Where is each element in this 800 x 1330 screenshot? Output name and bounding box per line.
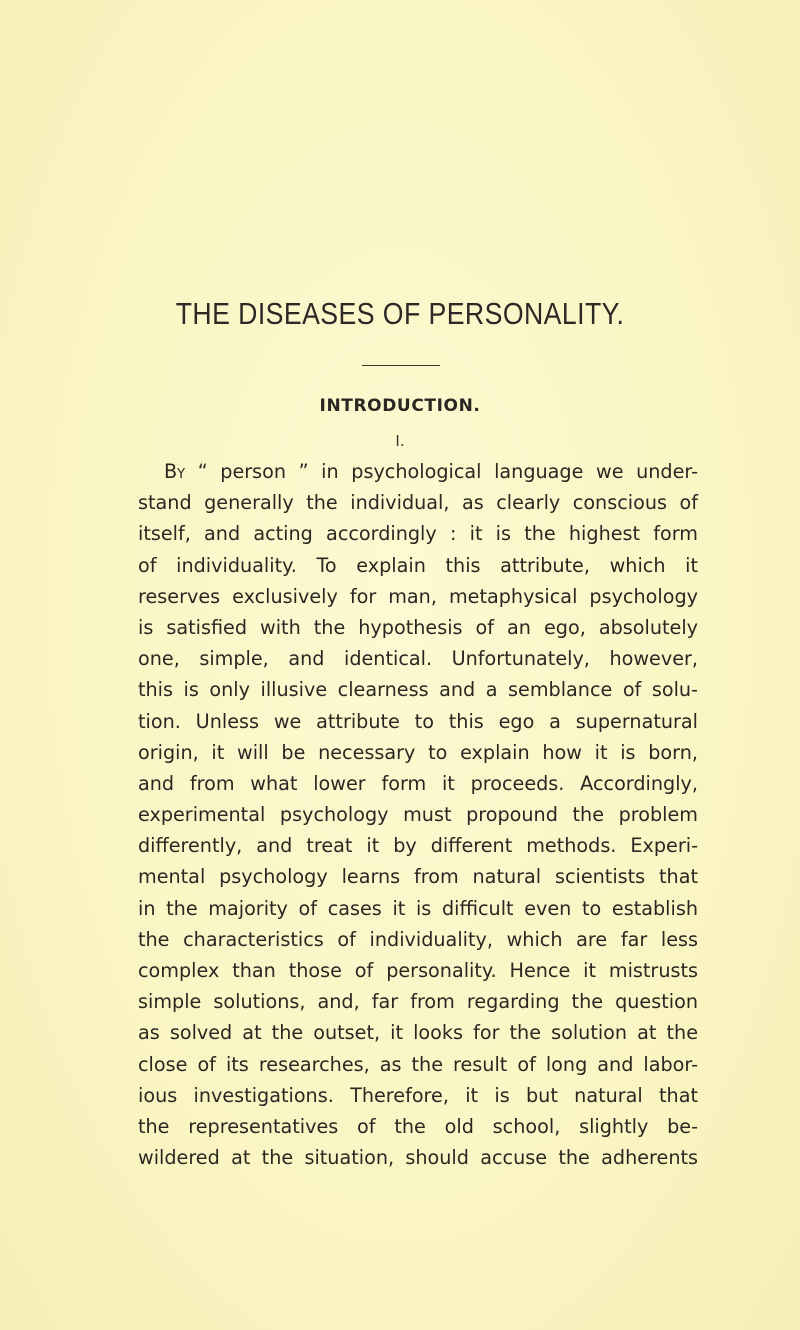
paragraph-line: By “ person ” in psychological language we under- [164, 460, 698, 483]
paragraph-line: simple solutions, and, far from regarding the question [138, 990, 698, 1014]
paragraph-line: tion. Unless we attribute to this ego a supernatural [138, 709, 698, 733]
paragraph-line: differently, and treat it by different methods. Experi- [138, 834, 698, 858]
paragraph-line: and from what lower form it proceeds. Accordingly, [138, 771, 698, 795]
book-title: THE DISEASES OF PERSONALITY. [175, 296, 625, 331]
paragraph-line: mental psychology learns from natural scientists that [138, 865, 698, 889]
lead-word: By [164, 460, 186, 483]
paragraph-line: stand generally the individual, as clearly conscious of [138, 491, 698, 515]
paragraph-line: this is only illusive clearness and a semblance of solu- [138, 678, 698, 702]
paragraph-line: itself, and acting accordingly : it is the highest form [138, 522, 698, 546]
paragraph-line: experimental psychology must propound the problem [138, 803, 698, 827]
paragraph-line: of individuality. To explain this attribute, which it [138, 553, 698, 577]
section-number: I. [395, 432, 405, 450]
paragraph-line: wildered at the situation, should accuse the adherents [138, 1146, 698, 1170]
paragraph-line: the characteristics of individuality, which are far less [138, 927, 698, 951]
paragraph-line: close of its researches, as the result of long and labor- [138, 1052, 698, 1076]
paragraph-line: the representatives of the old school, slightly be- [138, 1114, 698, 1138]
paragraph-line: as solved at the outset, it looks for the solution at the [138, 1021, 698, 1045]
paragraph-line: ious investigations. Therefore, it is but natural that [138, 1083, 698, 1107]
title-divider [362, 365, 440, 366]
paragraph-line: complex than those of personality. Hence it mistrusts [138, 959, 698, 982]
paragraph-line: in the majority of cases it is difficult even to establish [138, 896, 698, 920]
paragraph-line: is satisfied with the hypothesis of an ego, absolutely [138, 615, 698, 639]
body-paragraph [138, 456, 698, 1173]
section-heading: INTRODUCTION. [319, 396, 481, 416]
paragraph-line: origin, it will be necessary to explain how it is born, [138, 740, 698, 764]
paragraph-line: reserves exclusively for man, metaphysical psychology [138, 584, 698, 608]
paragraph-line: one, simple, and identical. Unfortunately, however, [138, 647, 698, 671]
